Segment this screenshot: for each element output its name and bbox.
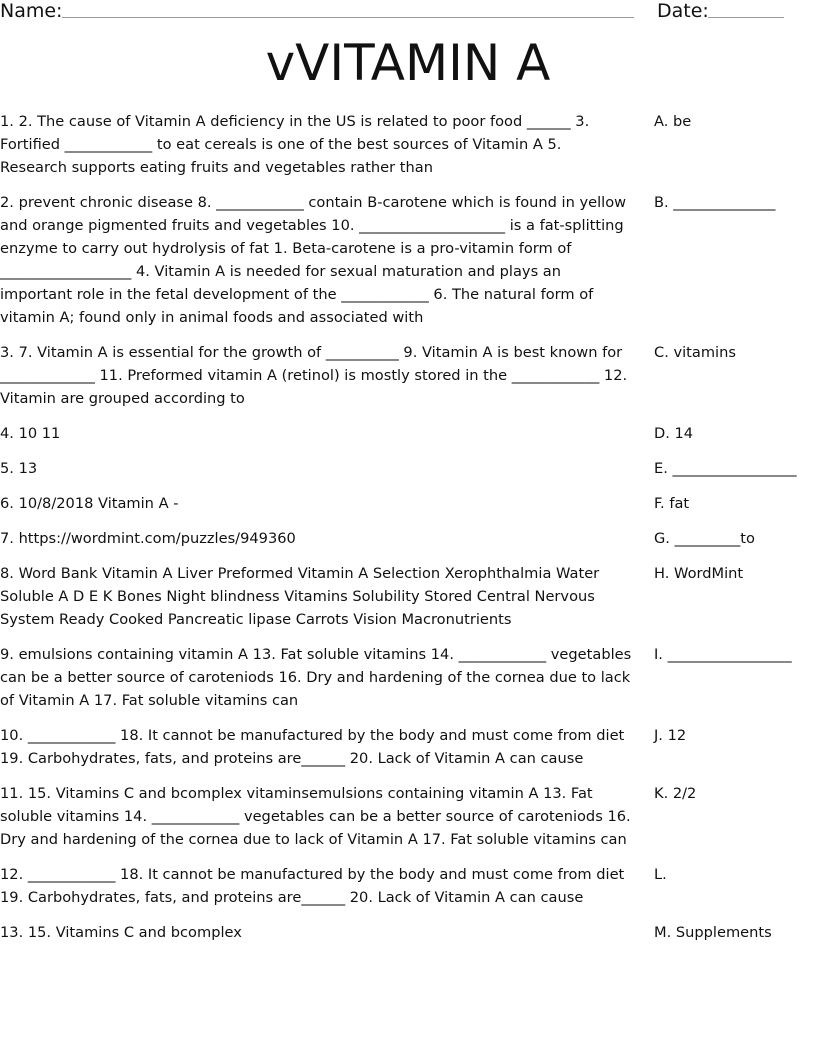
question-text: 10. ____________ 18. It cannot be manufactured by the body and must come from diet 19. Carbohydrates, fats, and proteins are______ 20. Lack of Vitamin A can cause <box>0 727 625 767</box>
question-row-1 <box>0 110 816 179</box>
answer-option: C. vitamins <box>654 344 736 361</box>
question-text: 9. emulsions containing vitamin A 13. Fat soluble vitamins 14. ____________ vegetables can be a better source of caroteniods 16. Dry and hardening of the cornea due to lack of Vitamin A 17. Fat soluble vitamins can <box>0 646 632 709</box>
question-row-7 <box>0 527 816 550</box>
question-text: 11. 15. Vitamins C and bcomplex vitaminsemulsions containing vitamin A 13. Fat soluble vitamins 14. ____________ vegetables can be a better source of caroteniods 16. Dry and hardening of the cornea due to lack of Vitamin A 17. Fat soluble vitamins can <box>0 785 631 848</box>
question-row-13 <box>0 921 816 944</box>
question-row-11 <box>0 782 816 851</box>
question-row-8 <box>0 562 816 631</box>
answer-option: D. 14 <box>654 425 694 442</box>
question-row-12 <box>0 863 816 909</box>
answer-option: E. _________________ <box>654 460 797 477</box>
question-row-2 <box>0 191 816 329</box>
question-row-10 <box>0 724 816 770</box>
question-row-9 <box>0 643 816 712</box>
name-label: Name: <box>0 0 63 22</box>
worksheet-header <box>0 0 816 24</box>
name-field-line <box>62 17 634 18</box>
question-text: 12. ____________ 18. It cannot be manufactured by the body and must come from diet 19. Carbohydrates, fats, and proteins are______ 20. Lack of Vitamin A can cause <box>0 866 625 906</box>
question-row-4 <box>0 422 816 445</box>
answer-option: L. <box>654 866 667 883</box>
question-text: 2. prevent chronic disease 8. ____________ contain B-carotene which is found in yellow and orange pigmented fruits and vegetables 10. ____________________ is a fat-splitting enzyme to carry out hydrolysis of fat 1. Beta-carotene is a pro-vitamin form of __________________ 4. Vitamin A is needed for sexual maturation and plays an important role in the fetal development of the ____________ 6. The natural form of vitamin A; found only in animal foods and associated with <box>0 194 627 326</box>
question-text: 7. https://wordmint.com/puzzles/949360 <box>0 530 296 547</box>
question-text: 8. Word Bank Vitamin A Liver Preformed Vitamin A Selection Xerophthalmia Water Soluble A D E K Bones Night blindness Vitamins Solubility Stored Central Nervous System Ready Cooked Pancreatic lipase Carrots Vision Macronutrients <box>0 565 600 628</box>
question-text: 3. 7. Vitamin A is essential for the growth of __________ 9. Vitamin A is best known for _____________ 11. Preformed vitamin A (retinol) is mostly stored in the ____________ 12. Vitamin are grouped according to <box>0 344 628 407</box>
answer-option: I. _________________ <box>654 646 792 663</box>
page-title: vVITAMIN A <box>265 34 551 92</box>
answer-option: M. Supplements <box>654 924 772 941</box>
question-row-3 <box>0 341 816 410</box>
answer-option: K. 2/2 <box>654 785 697 802</box>
question-list <box>0 110 816 956</box>
question-row-6 <box>0 492 816 515</box>
question-text: 6. 10/8/2018 Vitamin A - <box>0 495 179 512</box>
answer-option: H. WordMint <box>654 565 744 582</box>
date-label: Date: <box>657 0 709 22</box>
answer-option: B. ______________ <box>654 194 776 211</box>
answer-option: J. 12 <box>654 727 687 744</box>
question-text: 13. 15. Vitamins C and bcomplex <box>0 924 242 941</box>
answer-option: F. fat <box>654 495 690 512</box>
question-text: 5. 13 <box>0 460 38 477</box>
question-text: 4. 10 11 <box>0 425 61 442</box>
question-row-5 <box>0 457 816 480</box>
answer-option: A. be <box>654 113 692 130</box>
date-field-line <box>708 17 784 18</box>
question-text: 1. 2. The cause of Vitamin A deficiency in the US is related to poor food ______ 3. Fortified ____________ to eat cereals is one of the best sources of Vitamin A 5. Research supports eating fruits and vegetables rather than <box>0 113 590 176</box>
answer-option: G. _________to <box>654 530 755 547</box>
